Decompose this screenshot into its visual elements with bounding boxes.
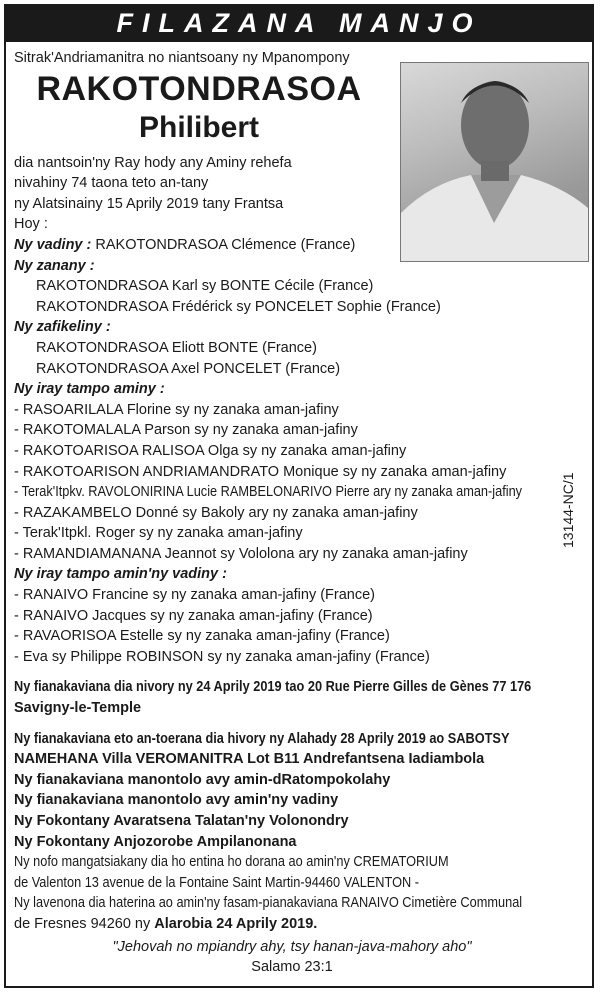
cremation-line-text: de Valenton 13 avenue de la Fontaine Saint Martin-94460 VALENTON - [14, 874, 420, 891]
child-item: RAKOTONDRASOA Frédérick sy PONCELET Sophie (France) [36, 298, 441, 315]
local-family-line: Ny Fokontany Anjozorobe Ampilanonana [14, 833, 297, 850]
verse-quote: "Jehovah no mpiandry ahy, tsy hanan-java-mahory aho" [112, 938, 472, 955]
local-family-line: NAMEHANA Villa VEROMANITRA Lot B11 Andrefantsena Iadiambola [14, 751, 485, 768]
death-line: Hoy : [14, 216, 48, 233]
child-item: RAKOTONDRASOA Karl sy BONTE Cécile (France) [36, 278, 374, 295]
local-family-line: Ny Fokontany Avaratsena Talatan'ny Volonondry [14, 813, 349, 829]
cremation-line [14, 852, 570, 873]
children-label: Ny zanany : [14, 257, 95, 274]
sibling-item: - Terak'Itpkl. Roger sy ny zanaka aman-jafiny [14, 525, 303, 542]
sibling-item: - RAZAKAMBELO Donné sy Bakoly ary ny zanaka aman-jafiny [14, 504, 418, 521]
spouse-sibling-item: - RANAIVO Francine sy ny zanaka aman-jafiny (France) [14, 587, 376, 604]
cremation-line [14, 893, 570, 914]
spouse-value: RAKOTONDRASOA Clémence (France) [95, 236, 356, 253]
death-line: ny Alatsinainy 15 Aprily 2019 tany Frantsa [14, 195, 284, 212]
sibling-item: - RASOARILALA Florine sy ny zanaka aman-jafiny [14, 401, 339, 418]
cremation-paragraph [14, 852, 570, 934]
spouse-sibling-item: - RANAIVO Jacques sy ny zanaka aman-jafiny (France) [14, 607, 373, 624]
siblings-label: Ny iray tampo aminy : [14, 381, 165, 398]
intro-line: Sitrak'Andriamanitra no niantsoany ny Mpanompony [14, 50, 350, 66]
spouse-sibling-item: - RAVAORISOA Estelle sy ny zanaka aman-jafiny (France) [14, 628, 390, 645]
local-family-line-text: Ny fianakaviana eto an-toerana dia hivory ny Alahady 28 Aprily 2019 ao SABOTSY [14, 730, 510, 747]
spouse-sibling-item: - Eva sy Philippe ROBINSON sy ny zanaka aman-jafiny (France) [14, 648, 430, 665]
sibling-item: - RAKOTOARISOA RALISOA Olga sy ny zanaka aman-jafiny [14, 442, 407, 459]
sibling-item: - RAMANDIAMANANA Jeannot sy Vololona ary ny zanaka aman-jafiny [14, 545, 468, 562]
wake-line [14, 677, 570, 698]
sibling-item [14, 482, 570, 503]
spouse-label: Ny vadiny : [14, 236, 92, 253]
death-line: nivahiny 74 taona teto an-tany [14, 175, 209, 192]
sibling-item-text: - Terak'Itpkv. RAVOLONIRINA Lucie RAMBELONARIVO Pierre ary ny zanaka aman-jafiny [14, 484, 523, 501]
local-family-line: Ny fianakaviana manontolo avy amin-dRatompokolahy [14, 771, 391, 788]
local-family-line [14, 729, 570, 750]
grandchildren-label: Ny zafikeliny : [14, 319, 111, 336]
grandchild-item: RAKOTONDRASOA Eliott BONTE (France) [36, 339, 317, 356]
deceased-surname: RAKOTONDRASOA [36, 69, 362, 108]
cremation-line [14, 873, 570, 894]
spouse-line [14, 235, 570, 256]
cremation-line-text: Ny lavenona dia haterina ao amin'ny fasam-pianakaviana RANAIVO Cimetière Communal [14, 895, 523, 912]
cremation-line-text: Ny nofo mangatsiakany dia ho entina ho dorana ao amin'ny CREMATORIUM [14, 854, 449, 871]
deceased-given-name: Philibert [138, 110, 259, 144]
sibling-item: - RAKOTOMALALA Parson sy ny zanaka aman-jafiny [14, 422, 358, 439]
verse-reference: Salamo 23:1 [251, 959, 333, 976]
sibling-item: - RAKOTOARISON ANDRIAMANDRATO Monique sy ny zanaka aman-jafiny [14, 463, 507, 480]
ad-reference: 13144-NC/1 [560, 472, 576, 548]
wake-line: Savigny-le-Temple [14, 700, 142, 717]
notice-body [14, 48, 570, 978]
cremation-last-text: de Fresnes 94260 ny [14, 915, 155, 932]
wake-paragraph [14, 677, 570, 718]
death-line: dia nantsoin'ny Ray hody any Aminy rehefa [14, 154, 292, 171]
notice-title: FILAZANA MANJO [4, 4, 594, 42]
cremation-line [14, 914, 570, 935]
wake-line-text: Ny fianakaviana dia nivory ny 24 Aprily 2019 tao 20 Rue Pierre Gilles de Gènes 77 176 [14, 679, 532, 696]
cremation-date: Alarobia 24 Aprily 2019. [154, 915, 318, 932]
spouse-siblings-label: Ny iray tampo amin'ny vadiny : [14, 566, 227, 583]
local-family-line: Ny fianakaviana manontolo avy amin'ny vadiny [14, 792, 339, 809]
local-family-paragraph [14, 729, 570, 853]
grandchild-item: RAKOTONDRASOA Axel PONCELET (France) [36, 360, 341, 377]
